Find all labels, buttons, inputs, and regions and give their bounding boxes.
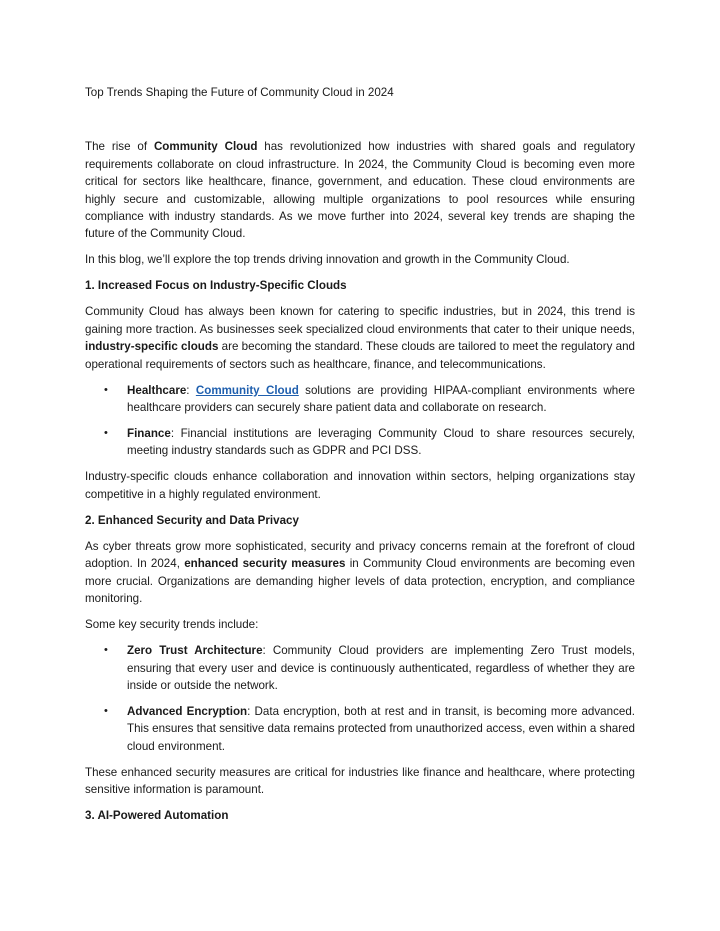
section1-bold-term: industry-specific clouds <box>85 340 219 354</box>
list-item: • Finance: Financial institutions are leveraging Community Cloud to share resources securely, meeting industry standards such as GDPR and PCI DSS. <box>104 427 635 458</box>
section1-paragraph: Community Cloud has always been known for catering to specific industries, but in 2024, this trend is gaining more traction. As businesses seek specialized cloud environments that cater to their unique needs, industry-specific clouds are becoming the standard. These clouds are tailored to meet the regulatory and operational requirements of sectors such as healthcare, finance, and telecommunications. <box>85 305 636 371</box>
section2-bullet-list <box>85 642 635 755</box>
community-cloud-link[interactable]: Community Cloud <box>195 383 299 397</box>
intro-blog-paragraph: In this blog, we’ll explore the top trends driving innovation and growth in the Community Cloud. <box>85 253 570 267</box>
section2-closing-paragraph: These enhanced security measures are critical for industries like finance and healthcare, where protecting sensitive information is paramount. <box>85 765 635 797</box>
document-page <box>85 84 635 833</box>
document-title: Top Trends Shaping the Future of Community Cloud in 2024 <box>85 86 394 99</box>
bullet-icon: • <box>104 704 108 717</box>
intro-paragraph: The rise of Community Cloud has revolutionized how industries with shared goals and regulatory requirements collaborate on cloud infrastructure. In 2024, the Community Cloud is becoming even more critical for sectors like healthcare, finance, government, and education. These cloud environments are highly secure and customizable, allowing multiple organizations to pool resources while ensuring compliance with industry standards. As we move further into 2024, several key trends are shaping the future of the Community Cloud. <box>85 140 636 241</box>
section2-paragraph: As cyber threats grow more sophisticated, security and privacy concerns remain at the forefront of cloud adoption. In 2024, enhanced security measures in Community Cloud environments are becoming even more crucial. Organizations are demanding higher levels of data protection, encryption, and compliance monitoring. <box>85 539 635 606</box>
bullet-icon: • <box>104 427 108 440</box>
list-item: • Advanced Encryption: Data encryption, both at rest and in transit, is becoming more advanced. This ensures that sensitive data remains protected from unauthorized access, even within a shared cloud environment. <box>104 704 635 753</box>
section1-bullet-list <box>85 382 635 460</box>
list-item: • Zero Trust Architecture: Community Cloud providers are implementing Zero Trust models, ensuring that every user and device is continuously authenticated, regardless of whether they are inside or outside the network. <box>104 644 635 692</box>
bullet-icon: • <box>104 644 108 657</box>
section1-closing-paragraph: Industry-specific clouds enhance collaboration and innovation within sectors, helping organizations stay competitive in a highly regulated environment. <box>85 470 635 501</box>
bullet-icon: • <box>104 383 108 396</box>
section2-bold-term: enhanced security measures <box>184 557 346 571</box>
section2-intro-list-paragraph: Some key security trends include: <box>85 618 259 632</box>
intro-bold-term: Community Cloud <box>153 140 258 154</box>
section2-heading: 2. Enhanced Security and Data Privacy <box>85 513 299 527</box>
section1-heading: 1. Increased Focus on Industry-Specific Clouds <box>85 279 347 293</box>
list-item: • Healthcare: Community Cloud solutions are providing HIPAA-compliant environments where healthcare providers can securely share patient data and collaborate on research. <box>104 383 635 415</box>
section3-heading: 3. AI-Powered Automation <box>85 809 229 823</box>
